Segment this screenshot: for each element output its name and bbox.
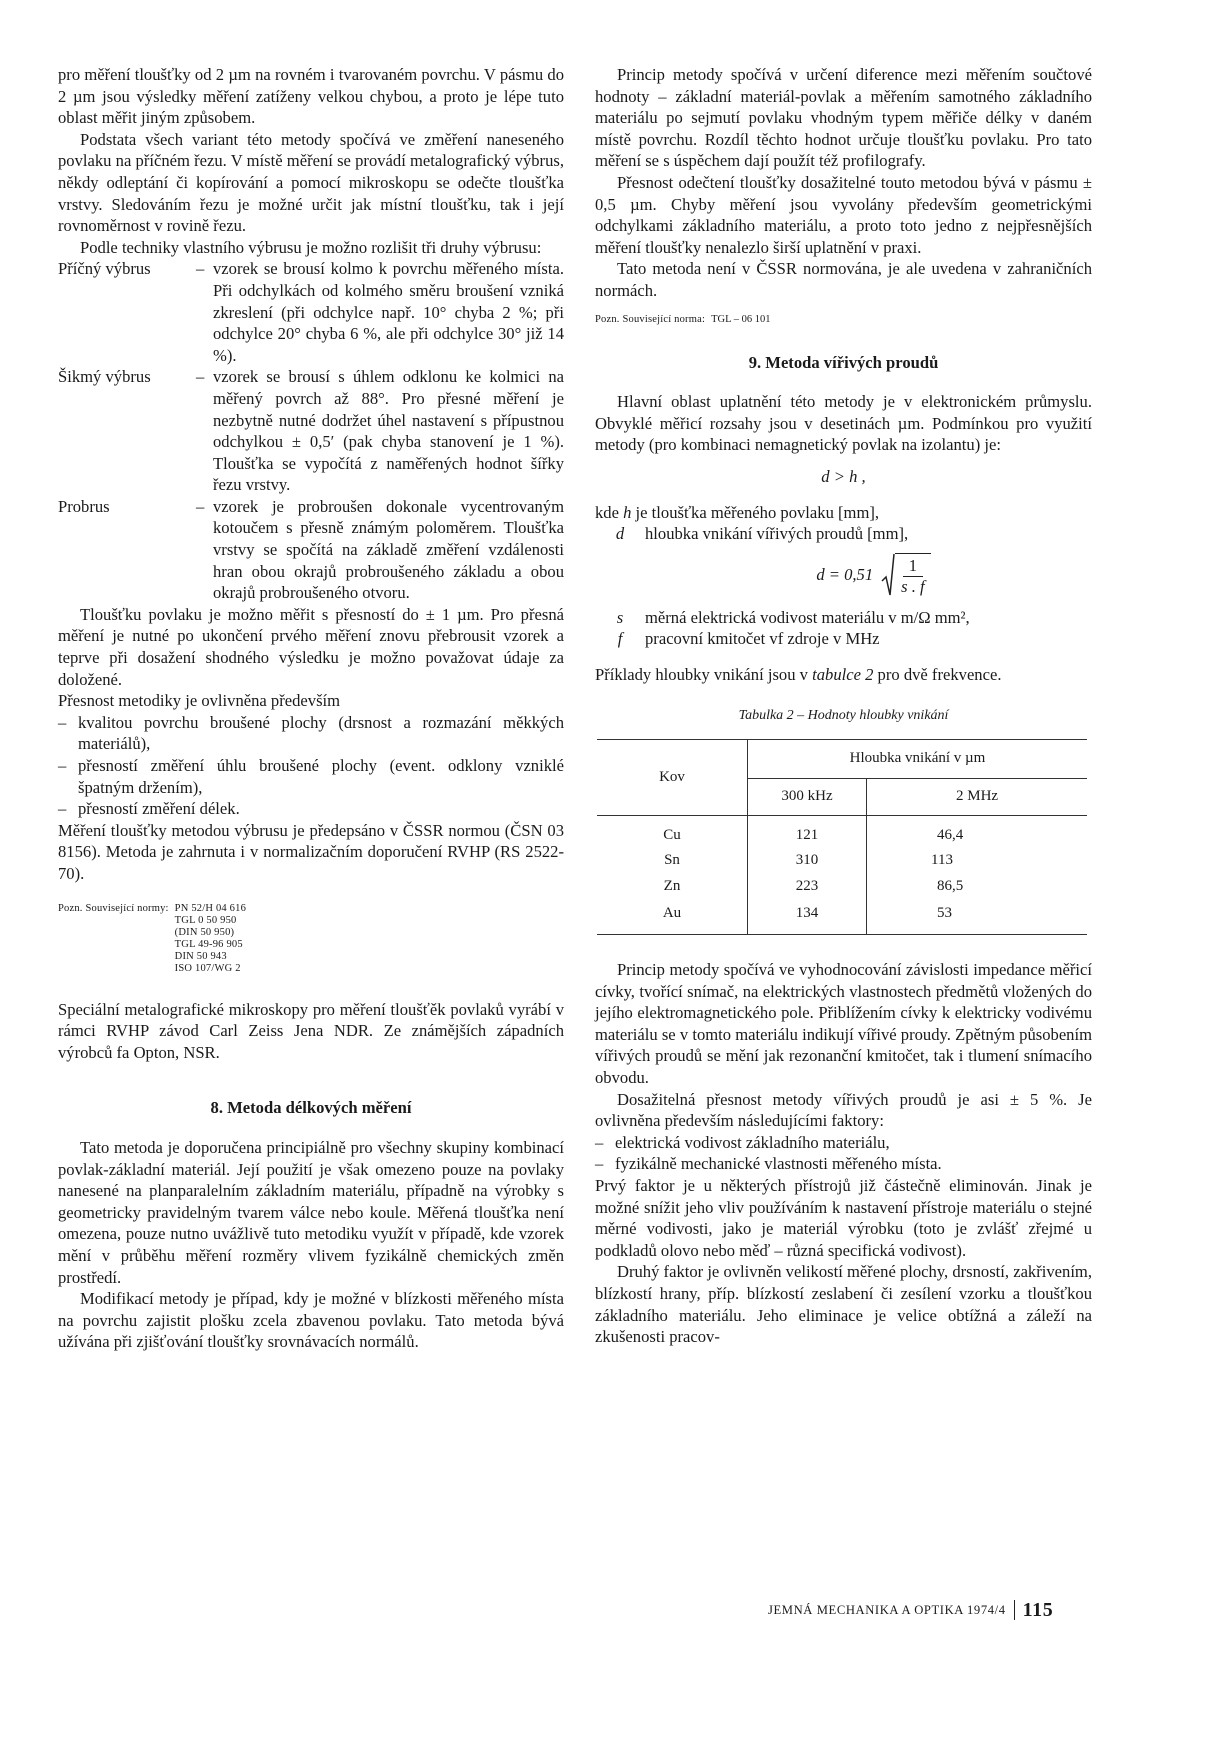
variable-symbol: s bbox=[616, 607, 624, 627]
list-dash: – bbox=[595, 1154, 604, 1174]
cell-kov: Cu bbox=[597, 816, 748, 849]
cell-kov: Sn bbox=[597, 848, 748, 874]
definition-row bbox=[58, 366, 564, 496]
left-column bbox=[58, 64, 564, 1353]
definition-term: Šikmý výbrus bbox=[58, 367, 151, 387]
note-value: TGL 0 50 950 bbox=[174, 914, 237, 926]
paragraph: Tato metoda není v ČSSR normována, je ale uvedena v zahraničních normách. bbox=[595, 259, 1092, 300]
header-depth: Hloubka vnikání v µm bbox=[748, 740, 1088, 779]
text-run: Příklady hloubky vnikání jsou v bbox=[595, 664, 813, 684]
paragraph: Modifikací metody je případ, kdy je možné v blízkosti měřeného místa na povrchu zajistit plošku zcela zbavenou povlaku. Tato metoda bývá užívána při zjišťování tloušťky srovnávacích normálů. bbox=[58, 1289, 564, 1352]
paragraph: Druhý faktor je ovlivněn velikostí měřené plochy, drsností, zakřivením, blízkostí hrany, příp. blízkostí zeslabení či zesílení vzorku a tloušťkou základního materiálu. Jeho eliminace je velice obtížná a záleží na zkušenosti pracov- bbox=[595, 1262, 1092, 1347]
cut-types-list bbox=[58, 258, 564, 604]
cell-2mhz: 46,4 bbox=[937, 827, 964, 844]
paragraph: Tato metoda je doporučena principiálně pro všechny skupiny kombinací povlak-základní materiál. Její použití je však omezeno pouze na povlaky nanesené na planparalelním základním materiálu, případně na výrobky s geometricky pravidelným tvarem válce nebo koule. Měřená tloušťka není omezena, pouze nutno uvážlivě tuto metodiku využít v případě, kde vzorek mění v průběhu měření rozměry vlivem fyzikálně chemických změn prostředí. bbox=[58, 1137, 564, 1287]
definition-body: vzorek se brousí kolmo k povrchu měřeného místa. Při odchylkách od kolmého směru broušení vzniká zkreslení (při odchylce např. 10° chyba 2 %; při odchylce 20° chyba 6 %, ale při odchylce 30° již 14 %). bbox=[213, 259, 564, 365]
variable-symbol: d bbox=[615, 524, 625, 544]
fraction-numerator: 1 bbox=[903, 556, 923, 577]
definition-term: Probrus bbox=[58, 496, 110, 516]
table-row bbox=[597, 874, 1087, 900]
cell-300khz: 121 bbox=[748, 816, 867, 849]
list-item bbox=[595, 1153, 1092, 1175]
cell-2mhz: 86,5 bbox=[937, 878, 964, 895]
definition-body: vzorek je probroušen dokonale vycentrovaným kotoučem s přesně známým poloměrem. Tloušťka vrstvy se spočítá na základě změření vzdálenosti hran obou okrajů probroušeného základu a obou okrajů probroušeného otvoru. bbox=[213, 496, 564, 603]
square-root bbox=[881, 553, 931, 597]
variable-definition: hloubka vnikání vířivých proudů [mm], bbox=[645, 524, 909, 544]
list-item-text: elektrická vodivost základního materiálu, bbox=[615, 1132, 890, 1152]
paragraph: Hlavní oblast uplatnění této metody je v elektronickém průmyslu. Obvyklé měřicí rozsahy jsou v desetinách µm. Podmínkou pro využití metody (pro kombinaci nemagnetický povlak na izolantu) je: bbox=[595, 392, 1092, 455]
table-row bbox=[597, 816, 1087, 849]
note-value: TGL – 06 101 bbox=[711, 313, 771, 325]
list-item-text: přesností změření úhlu broušené plochy (event. odklony vzniklé špatným držením), bbox=[78, 756, 564, 797]
header-2mhz: 2 MHz bbox=[867, 779, 1087, 816]
table-row bbox=[597, 900, 1087, 935]
note-value: (DIN 50 950) bbox=[174, 926, 235, 938]
note-value: TGL 49-96 905 bbox=[174, 938, 243, 950]
page-footer bbox=[768, 1600, 1053, 1620]
cell-300khz: 310 bbox=[748, 848, 867, 874]
paragraph: Měření tloušťky metodou výbrusu je předepsáno v ČSSR normou (ČSN 03 8156). Metoda je zahrnuta i v normalizačním doporučení RVHP (RS 2522-70). bbox=[58, 820, 564, 883]
list-item bbox=[58, 712, 564, 755]
list-dash: – bbox=[58, 756, 67, 775]
fraction bbox=[895, 553, 931, 597]
note-value: PN 52/H 04 616 bbox=[174, 902, 247, 914]
definition-row bbox=[58, 496, 564, 604]
section-heading: 9. Metoda vířivých proudů bbox=[748, 352, 939, 372]
variable-definition: je tloušťka měřeného povlaku [mm], bbox=[631, 502, 880, 522]
radical-sign-icon bbox=[881, 553, 895, 597]
formula-condition: d > h , bbox=[821, 466, 866, 486]
note-value: ISO 107/WG 2 bbox=[174, 962, 241, 974]
note-value: DIN 50 943 bbox=[174, 950, 227, 962]
cell-300khz: 134 bbox=[748, 900, 867, 935]
paragraph: Podstata všech variant této metody spočívá ve změření naneseného povlaku na příčném řezu. V místě měření se provádí metalografický výbrus, někdy odleptání či kopírování a pomocí mikroskopu se odečte tloušťka vrstvy. Sledováním řezu je možné určit jak místní tloušťku, tak i její rovnoměrnost v rovině řezu. bbox=[58, 129, 564, 236]
note-label: Pozn. Související norma: bbox=[595, 313, 706, 325]
variable-definition: měrná elektrická vodivost materiálu v m/Ω mm², bbox=[645, 607, 970, 627]
formula-lhs: d = 0,51 bbox=[816, 564, 874, 584]
paragraph: pro měření tloušťky od 2 µm na rovném i tvarovaném povrchu. V pásmu do 2 µm jsou výsledky měření zatíženy velkou chybou, a proto je lépe tuto oblast měřit jiným způsobem. bbox=[58, 65, 564, 128]
paragraph bbox=[595, 664, 1092, 686]
page-number: 115 bbox=[1014, 1600, 1054, 1620]
table-row bbox=[597, 848, 1087, 874]
list-dash: – bbox=[58, 712, 67, 732]
note-values bbox=[175, 903, 246, 975]
definition-dash: – bbox=[196, 496, 205, 516]
list-dash: – bbox=[58, 799, 67, 819]
definition-dash: – bbox=[196, 259, 205, 279]
text-run: pro dvě frekvence. bbox=[873, 664, 1002, 684]
list-item bbox=[58, 755, 564, 798]
definition-term: Příčný výbrus bbox=[58, 259, 151, 279]
variable-symbol: f bbox=[617, 629, 623, 649]
definition-body: vzorek se brousí s úhlem odklonu ke kolmici na měřený povrch až 88°. Pro přesné měření je nezbytně nutné dodržet úhel nastavení s přípustnou odchylkou ± 0,5′ (pak chyba stanovení je 1 %). Tloušťka se vypočítá z naměřených hodnot šířky řezu vrstvy. bbox=[213, 367, 564, 495]
paragraph: Přesnost odečtení tloušťky dosažitelné touto metodou bývá v pásmu ± 0,5 µm. Chyby měření jsou vyvolány především geometrickými odchylkami základního materiálu, a proto toto jedno z nejpřesnějších měření tloušťky nenalezlo širší uplatnění v praxi. bbox=[595, 172, 1092, 257]
paragraph: Tloušťku povlaku je možno měřit s přesností do ± 1 µm. Pro přesná měření je nutné po ukončení prvého měření znovu přebrousit vzorek a teprve při dosažení shodného výsledku je možno považovat údaje za doložené. bbox=[58, 604, 564, 689]
variable-row bbox=[595, 628, 1092, 650]
cell-2mhz: 113 bbox=[931, 852, 953, 869]
header-kov: Kov bbox=[597, 740, 748, 816]
where-word: kde bbox=[595, 502, 624, 522]
definition-dash: – bbox=[196, 367, 205, 387]
paragraph: Speciální metalografické mikroskopy pro měření tloušťěk povlaků vyrábí v rámci RVHP závod Carl Zeiss Jena NDR. Ze známějších západních výrobců fa Opton, NSR. bbox=[58, 999, 564, 1062]
table-header-row bbox=[597, 740, 1087, 779]
definition-row bbox=[58, 258, 564, 366]
standards-note bbox=[58, 903, 564, 975]
cell-kov: Zn bbox=[597, 874, 748, 900]
cell-300khz: 223 bbox=[748, 874, 867, 900]
variable-definitions bbox=[595, 607, 1092, 650]
paragraph: Podle techniky vlastního výbrusu je možno rozlišit tři druhy výbrusu: bbox=[80, 237, 542, 257]
table-reference: tabulce 2 bbox=[812, 664, 874, 684]
journal-name: JEMNÁ MECHANIKA A OPTIKA 1974/4 bbox=[768, 1602, 1006, 1617]
variable-definition: pracovní kmitočet vf zdroje v MHz bbox=[645, 629, 880, 649]
table-caption: Tabulka 2 – Hodnoty hloubky vnikání bbox=[738, 708, 949, 724]
paragraph: Dosažitelná přesnost metody vířivých proudů je asi ± 5 %. Je ovlivněna především následujícími faktory: bbox=[595, 1089, 1092, 1131]
fraction-denominator: s . f bbox=[901, 576, 925, 596]
right-column bbox=[595, 64, 1092, 1348]
list-item-text: přesností změření délek. bbox=[78, 799, 240, 819]
paragraph: Prvý faktor je u některých přístrojů již částečně eliminován. Jinak je možné snížit jeho vliv používáním k nastavení přístroje materiálu o stejné měrné vodivosti, jako je materiál výrobku (toto je zvlášť zřejmé u podkladů olovo nebo měď – různá specifická vodivost). bbox=[595, 1176, 1092, 1260]
list-item-text: fyzikálně mechanické vlastnosti měřeného místa. bbox=[615, 1154, 942, 1174]
list-item bbox=[595, 1132, 1092, 1154]
formula-depth bbox=[655, 553, 1092, 597]
header-300khz: 300 kHz bbox=[748, 779, 867, 816]
variable-definitions bbox=[595, 502, 1092, 545]
list-item-text: kvalitou povrchu broušené plochy (drsnost a rozmazání měkkých materiálů), bbox=[78, 712, 564, 754]
factors-list bbox=[595, 1132, 1092, 1175]
paragraph: Princip metody spočívá ve vyhodnocování závislosti impedance měřicí cívky, tvořící snímač, na elektrických vlastnostech předmětů vložených do jejího elektromagnetického pole. Přiblížením cívky k elektricky vodivému materiálu se v tomto materiálu indikují vířivé proudy. Zpětným působením vířivých proudů se mění jak rezonanční kmitočet, tak i tlumení snímacího obvodu. bbox=[595, 960, 1092, 1088]
variable-row bbox=[595, 502, 1092, 524]
paragraph: Přesnost metodiky je ovlivněna především bbox=[58, 691, 341, 711]
variable-row bbox=[595, 523, 1092, 545]
standard-note bbox=[595, 314, 1092, 326]
note-label: Pozn. Související normy: bbox=[58, 902, 169, 914]
paragraph: Princip metody spočívá v určení diference mezi měřením součtové hodnoty – základní materiál-povlak a měřením samotného základního materiálu po sejmutí povlaku vhodným typem měřiče délky v daném místě povrchu. Rozdíl těchto hodnot určuje tloušťku povlaku. Pro tato měření se s úspěchem dají použít též profilografy. bbox=[595, 65, 1092, 171]
cell-kov: Au bbox=[597, 900, 748, 935]
cell-2mhz: 53 bbox=[867, 900, 1087, 935]
list-dash: – bbox=[595, 1132, 604, 1152]
penetration-depth-table bbox=[597, 739, 1087, 935]
variable-row bbox=[595, 607, 1092, 629]
variable-symbol: h bbox=[623, 502, 632, 522]
list-item bbox=[58, 798, 564, 820]
section-heading: 8. Metoda délkových měření bbox=[210, 1098, 412, 1118]
accuracy-list bbox=[58, 712, 564, 820]
